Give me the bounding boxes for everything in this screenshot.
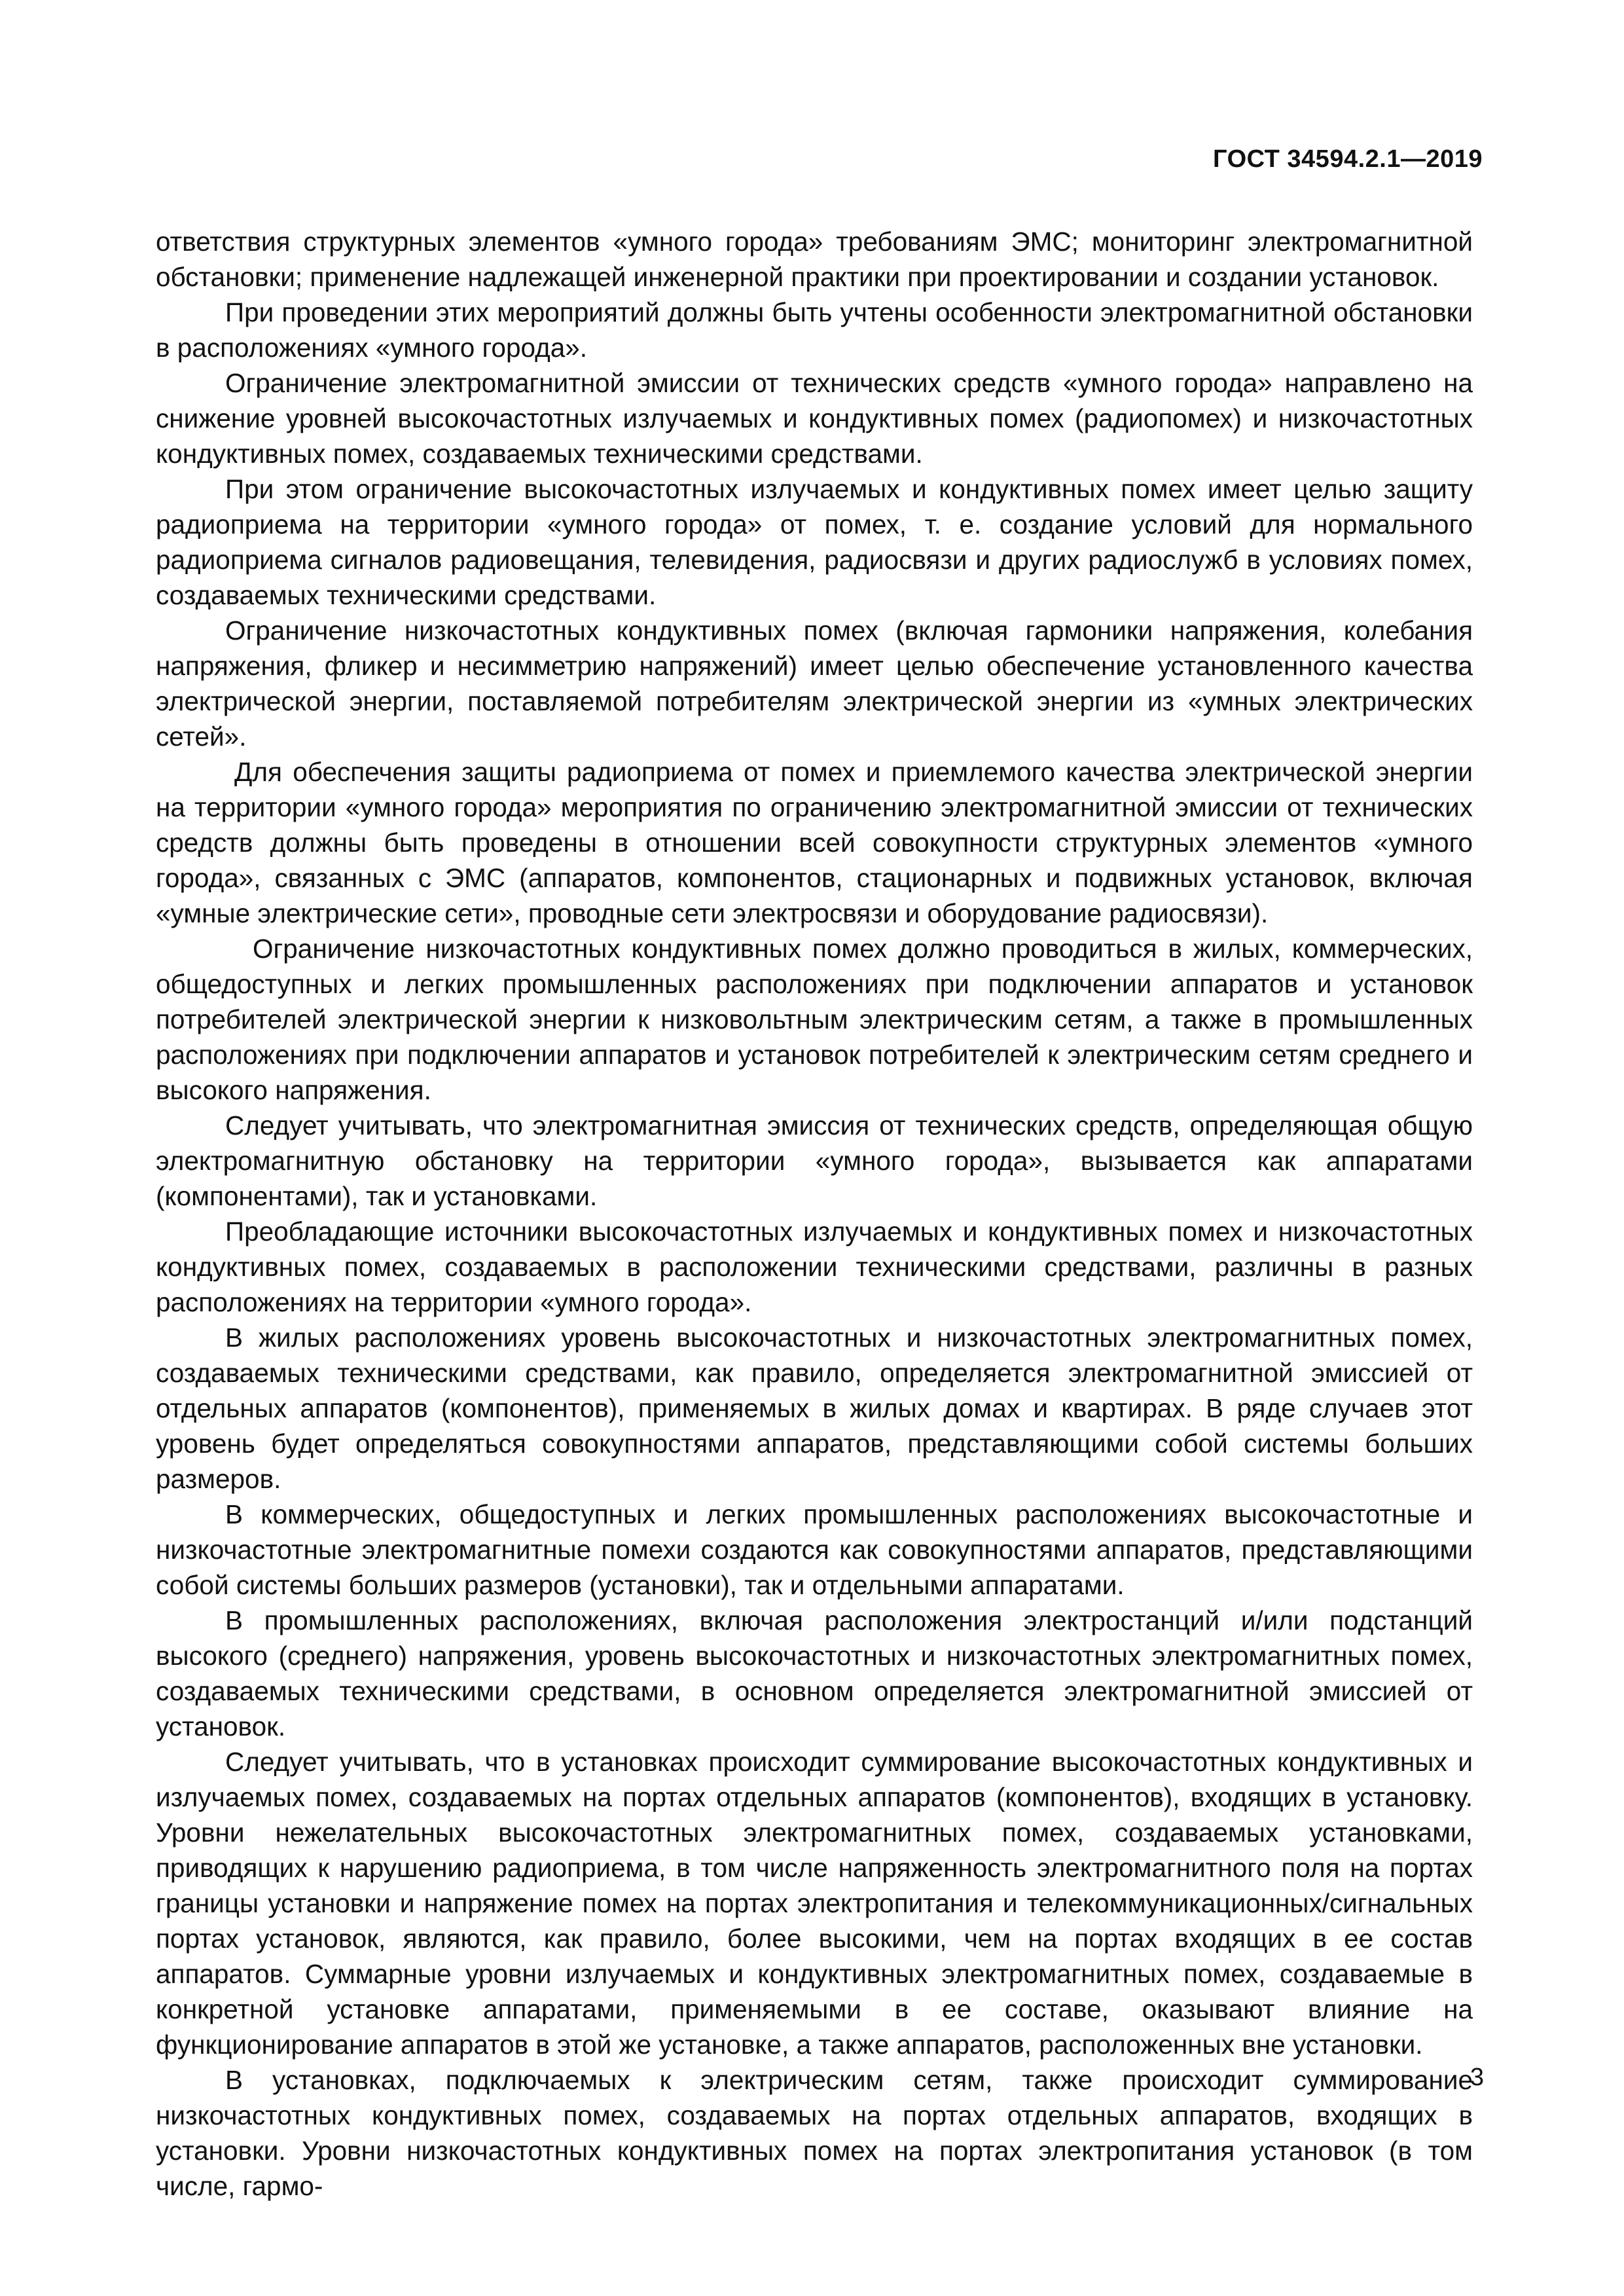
paragraph-7: Ограничение низкочастотных кондуктивных помех должно проводиться в жилых, коммерческих, общедоступных и легких промышленных расположениях при подключении аппаратов и установок потребителей электрической энергии к низковольтным электрическим сетям, а также в промышленных расположениях при подключении аппаратов и установок потребителей к электрическим сетям среднего и высокого напряжения. — [156, 934, 1473, 1105]
paragraph-3: Ограничение электромагнитной эмиссии от технических средств «умного города» направлено на снижение уровней высокочастотных излучаемых и кондуктивных помех (радиопомех) и низкочастотных кондуктивных помех, создаваемых техническими средствами. — [156, 368, 1473, 469]
body-text — [156, 224, 1473, 2204]
paragraph-8: Следует учитывать, что электромагнитная эмиссия от технических средств, определяющая общую электромагнитную обстановку на территории «умного города», вызывается как аппаратами (компонентами), так и установками. — [156, 1110, 1473, 1211]
paragraph-10: В жилых расположениях уровень высокочастотных и низкочастотных электромагнитных помех, создаваемых техническими средствами, как правило, определяется электромагнитной эмиссией от отдельных аппаратов (компонентов), применяемых в жилых домах и квартирах. В ряде случаев этот уровень будет определяться совокупностями аппаратов, представляющими собой системы больших размеров. — [156, 1322, 1473, 1494]
document-code-header: ГОСТ 34594.2.1—2019 — [1213, 145, 1483, 173]
paragraph-9: Преобладающие источники высокочастотных излучаемых и кондуктивных помех и низкочастотных кондуктивных помех, создаваемых в расположении техническими средствами, различны в разных расположениях на территории «умного города». — [156, 1216, 1473, 1317]
paragraph-6: Для обеспечения защиты радиоприема от помех и приемлемого качества электрической энергии на территории «умного города» мероприятия по ограничению электромагнитной эмиссии от технических средств должны быть проведены в отношении всей совокупности структурных элементов «умного города», связанных с ЭМС (аппаратов, компонентов, стационарных и подвижных установок, включая «умные электрические сети», проводные сети электросвязи и оборудование радиосвязи). — [156, 757, 1473, 928]
paragraph-13: Следует учитывать, что в установках происходит суммирование высокочастотных кондуктивных и излучаемых помех, создаваемых на портах отдельных аппаратов (компонентов), входящих в установку. Уровни нежелательных высокочастотных электромагнитных помех, создаваемых установками, приводящих к нарушению радиоприема, в том числе напряженность электромагнитного поля на портах границы установки и напряжение помех на портах электропитания и телекоммуникационных/сигнальных портах установок, являются, как правило, более высокими, чем на портах входящих в ее состав аппаратов. Суммарные уровни излучаемых и кондуктивных электромагнитных помех, создаваемые в конкретной установке аппаратами, применяемыми в ее составе, оказывают влияние на функционирование аппаратов в этой же установке, а также аппаратов, расположенных вне установки. — [156, 1747, 1473, 2060]
paragraph-14: В установках, подключаемых к электрическим сетям, также происходит суммирование низкочастотных кондуктивных помех, создаваемых на портах отдельных аппаратов, входящих в установки. Уровни низкочастотных кондуктивных помех на портах электропитания установок (в том числе, гармо- — [156, 2065, 1473, 2201]
paragraph-11: В коммерческих, общедоступных и легких промышленных расположениях высокочастотные и низкочастотные электромагнитные помехи создаются как совокупностями аппаратов, представляющими собой системы больших размеров (установки), так и отдельными аппаратами. — [156, 1499, 1473, 1600]
paragraph-1: ответствия структурных элементов «умного города» требованиям ЭМС; мониторинг электромагнитной обстановки; применение надлежащей инженерной практики при проектировании и создании установок. — [156, 227, 1473, 292]
paragraph-12: В промышленных расположениях, включая расположения электростанций и/или подстанций высокого (среднего) напряжения, уровень высокочастотных и низкочастотных электромагнитных помех, создаваемых техническими средствами, в основном определяется электромагнитной эмиссией от установок. — [156, 1605, 1473, 1741]
paragraph-5: Ограничение низкочастотных кондуктивных помех (включая гармоники напряжения, колебания напряжения, фликер и несимметрию напряжений) имеет целью обеспечение установленного качества электрической энергии, поставляемой потребителям электрической энергии из «умных электрических сетей». — [156, 615, 1473, 752]
paragraph-2: При проведении этих мероприятий должны быть учтены особенности электромагнитной обстановки в расположениях «умного города». — [156, 297, 1473, 363]
page-number: 3 — [1470, 2064, 1484, 2091]
paragraph-4: При этом ограничение высокочастотных излучаемых и кондуктивных помех имеет целью защиту радиоприема на территории «умного города» от помех, т. е. создание условий для нормального радиоприема сигналов радиовещания, телевидения, радиосвязи и других радиослужб в условиях помех, создаваемых техническими средствами. — [156, 474, 1473, 610]
